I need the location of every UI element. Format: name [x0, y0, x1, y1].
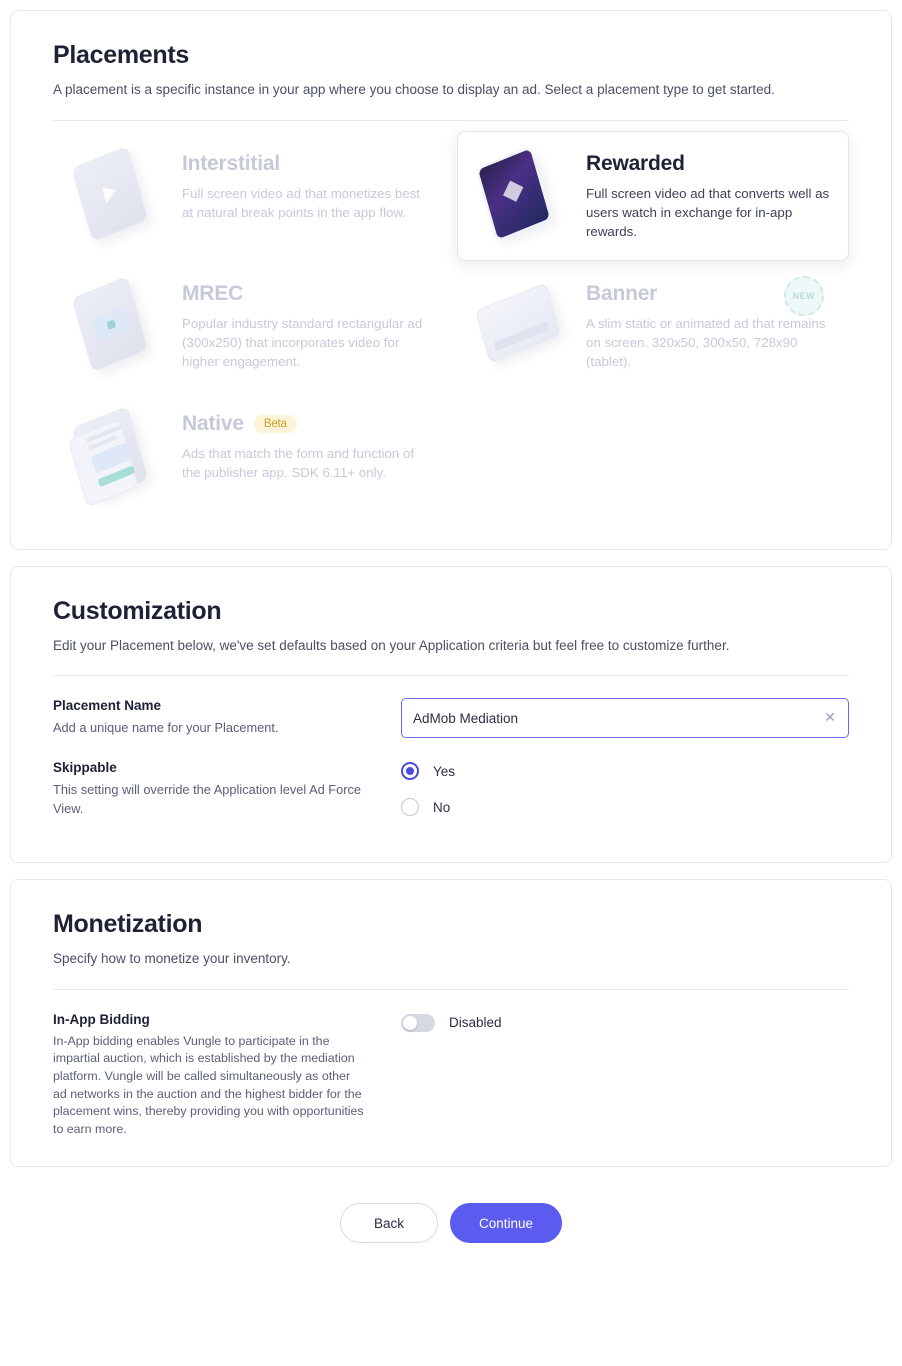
- back-button[interactable]: Back: [340, 1203, 438, 1243]
- skippable-option-no[interactable]: [401, 798, 455, 816]
- placement-title: Banner: [586, 281, 658, 305]
- skippable-label: Skippable: [53, 760, 117, 776]
- placement-option-rewarded[interactable]: [457, 131, 849, 261]
- placement-title-text: Native: [182, 411, 244, 435]
- native-thumbnail-icon: [68, 410, 172, 496]
- monetization-card: [10, 879, 892, 1167]
- wizard-footer: [10, 1183, 892, 1269]
- placement-option-mrec[interactable]: [53, 261, 445, 391]
- in-app-bidding-row: [53, 1012, 849, 1139]
- beta-badge: Beta: [254, 415, 297, 433]
- mrec-thumbnail-icon: [68, 280, 172, 366]
- continue-button[interactable]: Continue: [450, 1203, 562, 1243]
- placement-name-hint: Add a unique name for your Placement.: [53, 720, 279, 736]
- placement-name-input-wrap: [401, 698, 849, 738]
- in-app-bidding-label-block: [53, 1012, 401, 1139]
- placement-option-banner[interactable]: [457, 261, 849, 391]
- placement-title: [182, 412, 428, 436]
- placement-description: Popular industry standard rectangular ad (300x250) that incorporates video for higher engagement.: [182, 315, 423, 370]
- toggle-knob-icon: [403, 1016, 417, 1030]
- radio-selected-icon[interactable]: [401, 762, 419, 780]
- skippable-option-yes[interactable]: [401, 762, 455, 780]
- customization-title: Customization: [53, 596, 222, 625]
- placement-title: MREC: [182, 281, 244, 305]
- radio-unselected-icon[interactable]: [401, 798, 419, 816]
- rewarded-thumbnail-icon: [472, 150, 576, 236]
- divider: [53, 989, 849, 990]
- placement-title: Interstitial: [182, 151, 280, 175]
- placement-title: Rewarded: [586, 151, 685, 175]
- skippable-row: [53, 760, 849, 834]
- interstitial-thumbnail-icon: [68, 150, 172, 236]
- placement-description: A slim static or animated ad that remains on screen. 320x50, 300x50, 728x90 (tablet).: [586, 315, 826, 370]
- placement-description: Full screen video ad that converts well as users watch in exchange for in-app rewards.: [586, 185, 830, 240]
- skippable-hint: This setting will override the Application level Ad Force View.: [53, 782, 361, 816]
- customization-subtitle: Edit your Placement below, we've set defaults based on your Application criteria but feel free to customize further.: [53, 637, 730, 653]
- divider: [53, 120, 849, 121]
- in-app-bidding-toggle-row: [401, 1012, 502, 1032]
- placement-name-input[interactable]: [401, 698, 849, 738]
- in-app-bidding-description: In-App bidding enables Vungle to participate in the impartial auction, which is established by the mediation platform. Vungle will be called simultaneously as other ad networks in the auction and the highest bidder for the placement wins, thereby providing you with opportunities to earn more.: [53, 1033, 364, 1136]
- page-title: Placements: [53, 41, 189, 69]
- in-app-bidding-label: In-App Bidding: [53, 1011, 150, 1027]
- placements-card: [10, 10, 892, 550]
- placements-subtitle: A placement is a specific instance in your app where you choose to display an ad. Select a placement type to get started.: [53, 82, 775, 97]
- monetization-title: Monetization: [53, 910, 203, 939]
- placement-option-interstitial[interactable]: [53, 131, 445, 261]
- placement-name-label-block: [53, 698, 401, 738]
- placement-name-label: Placement Name: [53, 698, 162, 714]
- placement-options: [53, 131, 849, 521]
- monetization-subtitle: Specify how to monetize your inventory.: [53, 951, 291, 967]
- placement-description: Ads that match the form and function of the publisher app. SDK 6.11+ only.: [182, 445, 415, 480]
- in-app-bidding-state-label: Disabled: [449, 1015, 502, 1031]
- skippable-option-yes-label: Yes: [433, 763, 456, 779]
- skippable-option-no-label: No: [433, 799, 451, 815]
- skippable-label-block: [53, 760, 401, 818]
- in-app-bidding-toggle[interactable]: [401, 1014, 435, 1032]
- clear-icon[interactable]: ✕: [824, 709, 836, 726]
- placement-option-native[interactable]: [53, 391, 445, 521]
- skippable-radio-group: [401, 760, 455, 834]
- divider: [53, 675, 849, 676]
- banner-thumbnail-icon: [472, 280, 576, 366]
- placement-name-row: [53, 698, 849, 738]
- placement-description: Full screen video ad that monetizes best at natural break points in the app flow.: [182, 185, 420, 220]
- new-badge-icon: NEW: [784, 276, 824, 316]
- customization-card: [10, 566, 892, 864]
